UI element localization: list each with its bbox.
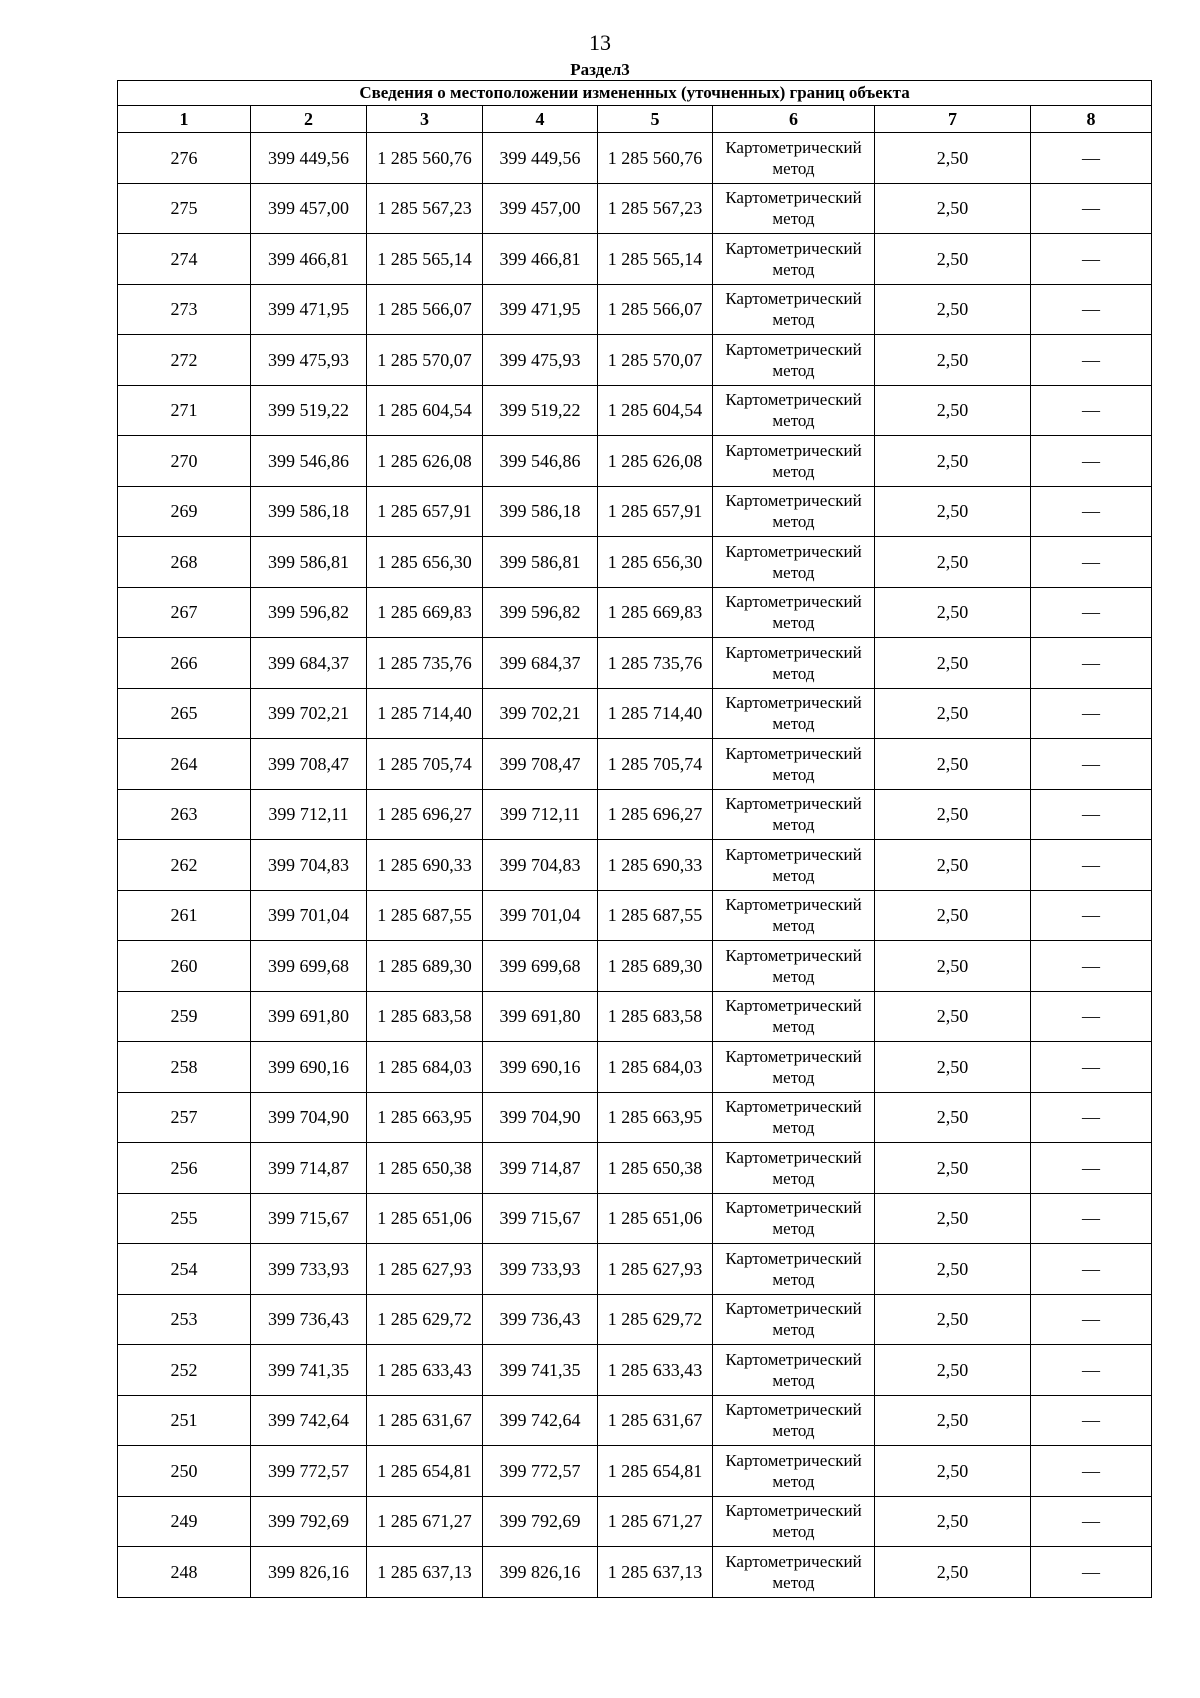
method-cell: Картометрический метод [713, 486, 875, 537]
y-coordinate-new-cell: 1 285 669,83 [598, 587, 713, 638]
point-number-cell: 268 [118, 537, 251, 588]
accuracy-cell: 2,50 [875, 1446, 1031, 1497]
y-coordinate-existing-cell: 1 285 663,95 [367, 1092, 483, 1143]
x-coordinate-new-cell: 399 519,22 [483, 385, 598, 436]
y-coordinate-new-cell: 1 285 735,76 [598, 638, 713, 689]
x-coordinate-new-cell: 399 701,04 [483, 890, 598, 941]
y-coordinate-existing-cell: 1 285 604,54 [367, 385, 483, 436]
method-cell: Картометрический метод [713, 1042, 875, 1093]
table-row [118, 991, 1152, 1042]
y-coordinate-new-cell: 1 285 687,55 [598, 890, 713, 941]
y-coordinate-existing-cell: 1 285 714,40 [367, 688, 483, 739]
y-coordinate-new-cell: 1 285 567,23 [598, 183, 713, 234]
method-cell: Картометрический метод [713, 1345, 875, 1396]
y-coordinate-existing-cell: 1 285 567,23 [367, 183, 483, 234]
note-cell: — [1031, 234, 1152, 285]
x-coordinate-existing-cell: 399 826,16 [251, 1547, 367, 1598]
accuracy-cell: 2,50 [875, 1092, 1031, 1143]
y-coordinate-new-cell: 1 285 696,27 [598, 789, 713, 840]
table-row [118, 284, 1152, 335]
y-coordinate-existing-cell: 1 285 696,27 [367, 789, 483, 840]
accuracy-cell: 2,50 [875, 385, 1031, 436]
y-coordinate-new-cell: 1 285 689,30 [598, 941, 713, 992]
accuracy-cell: 2,50 [875, 1244, 1031, 1295]
table-row [118, 133, 1152, 184]
point-number-cell: 251 [118, 1395, 251, 1446]
x-coordinate-existing-cell: 399 741,35 [251, 1345, 367, 1396]
x-coordinate-new-cell: 399 691,80 [483, 991, 598, 1042]
y-coordinate-existing-cell: 1 285 651,06 [367, 1193, 483, 1244]
note-cell: — [1031, 840, 1152, 891]
note-cell: — [1031, 1193, 1152, 1244]
y-coordinate-existing-cell: 1 285 671,27 [367, 1496, 483, 1547]
x-coordinate-new-cell: 399 449,56 [483, 133, 598, 184]
accuracy-cell: 2,50 [875, 991, 1031, 1042]
x-coordinate-existing-cell: 399 691,80 [251, 991, 367, 1042]
y-coordinate-existing-cell: 1 285 627,93 [367, 1244, 483, 1295]
y-coordinate-existing-cell: 1 285 657,91 [367, 486, 483, 537]
table-row [118, 1547, 1152, 1598]
x-coordinate-existing-cell: 399 733,93 [251, 1244, 367, 1295]
table-row [118, 1395, 1152, 1446]
table-row [118, 840, 1152, 891]
accuracy-cell: 2,50 [875, 183, 1031, 234]
method-cell: Картометрический метод [713, 1294, 875, 1345]
y-coordinate-new-cell: 1 285 657,91 [598, 486, 713, 537]
x-coordinate-existing-cell: 399 742,64 [251, 1395, 367, 1446]
table-row [118, 385, 1152, 436]
point-number-cell: 271 [118, 385, 251, 436]
table-row [118, 1193, 1152, 1244]
point-number-cell: 266 [118, 638, 251, 689]
point-number-cell: 269 [118, 486, 251, 537]
x-coordinate-existing-cell: 399 466,81 [251, 234, 367, 285]
x-coordinate-new-cell: 399 826,16 [483, 1547, 598, 1598]
method-cell: Картометрический метод [713, 1092, 875, 1143]
method-cell: Картометрический метод [713, 1496, 875, 1547]
column-header-7: 7 [875, 106, 1031, 133]
point-number-cell: 259 [118, 991, 251, 1042]
note-cell: — [1031, 537, 1152, 588]
method-cell: Картометрический метод [713, 284, 875, 335]
point-number-cell: 274 [118, 234, 251, 285]
column-header-6: 6 [713, 106, 875, 133]
accuracy-cell: 2,50 [875, 941, 1031, 992]
note-cell: — [1031, 1446, 1152, 1497]
x-coordinate-existing-cell: 399 449,56 [251, 133, 367, 184]
y-coordinate-existing-cell: 1 285 669,83 [367, 587, 483, 638]
method-cell: Картометрический метод [713, 991, 875, 1042]
accuracy-cell: 2,50 [875, 1496, 1031, 1547]
column-header-2: 2 [251, 106, 367, 133]
y-coordinate-new-cell: 1 285 629,72 [598, 1294, 713, 1345]
column-header-1: 1 [118, 106, 251, 133]
point-number-cell: 258 [118, 1042, 251, 1093]
x-coordinate-new-cell: 399 772,57 [483, 1446, 598, 1497]
table-row [118, 638, 1152, 689]
y-coordinate-existing-cell: 1 285 570,07 [367, 335, 483, 386]
note-cell: — [1031, 385, 1152, 436]
method-cell: Картометрический метод [713, 1244, 875, 1295]
boundary-coordinates-table [117, 80, 1152, 1598]
accuracy-cell: 2,50 [875, 587, 1031, 638]
method-cell: Картометрический метод [713, 688, 875, 739]
x-coordinate-new-cell: 399 704,90 [483, 1092, 598, 1143]
table-row [118, 436, 1152, 487]
accuracy-cell: 2,50 [875, 739, 1031, 790]
x-coordinate-existing-cell: 399 690,16 [251, 1042, 367, 1093]
note-cell: — [1031, 1294, 1152, 1345]
accuracy-cell: 2,50 [875, 1395, 1031, 1446]
y-coordinate-new-cell: 1 285 690,33 [598, 840, 713, 891]
y-coordinate-existing-cell: 1 285 637,13 [367, 1547, 483, 1598]
column-header-8: 8 [1031, 106, 1152, 133]
point-number-cell: 252 [118, 1345, 251, 1396]
accuracy-cell: 2,50 [875, 789, 1031, 840]
y-coordinate-existing-cell: 1 285 626,08 [367, 436, 483, 487]
table-row [118, 1294, 1152, 1345]
x-coordinate-new-cell: 399 733,93 [483, 1244, 598, 1295]
x-coordinate-existing-cell: 399 708,47 [251, 739, 367, 790]
column-header-5: 5 [598, 106, 713, 133]
table-row [118, 1345, 1152, 1396]
note-cell: — [1031, 1143, 1152, 1194]
y-coordinate-existing-cell: 1 285 633,43 [367, 1345, 483, 1396]
column-header-3: 3 [367, 106, 483, 133]
y-coordinate-existing-cell: 1 285 629,72 [367, 1294, 483, 1345]
x-coordinate-existing-cell: 399 702,21 [251, 688, 367, 739]
method-cell: Картометрический метод [713, 1446, 875, 1497]
method-cell: Картометрический метод [713, 840, 875, 891]
y-coordinate-new-cell: 1 285 650,38 [598, 1143, 713, 1194]
point-number-cell: 264 [118, 739, 251, 790]
point-number-cell: 249 [118, 1496, 251, 1547]
y-coordinate-existing-cell: 1 285 654,81 [367, 1446, 483, 1497]
note-cell: — [1031, 789, 1152, 840]
x-coordinate-new-cell: 399 736,43 [483, 1294, 598, 1345]
y-coordinate-existing-cell: 1 285 684,03 [367, 1042, 483, 1093]
x-coordinate-existing-cell: 399 699,68 [251, 941, 367, 992]
note-cell: — [1031, 284, 1152, 335]
x-coordinate-existing-cell: 399 457,00 [251, 183, 367, 234]
table-row [118, 183, 1152, 234]
table-row [118, 1244, 1152, 1295]
accuracy-cell: 2,50 [875, 1345, 1031, 1396]
note-cell: — [1031, 133, 1152, 184]
method-cell: Картометрический метод [713, 1143, 875, 1194]
note-cell: — [1031, 1547, 1152, 1598]
x-coordinate-new-cell: 399 466,81 [483, 234, 598, 285]
point-number-cell: 250 [118, 1446, 251, 1497]
x-coordinate-new-cell: 399 471,95 [483, 284, 598, 335]
accuracy-cell: 2,50 [875, 486, 1031, 537]
accuracy-cell: 2,50 [875, 840, 1031, 891]
y-coordinate-new-cell: 1 285 604,54 [598, 385, 713, 436]
y-coordinate-existing-cell: 1 285 631,67 [367, 1395, 483, 1446]
note-cell: — [1031, 638, 1152, 689]
y-coordinate-existing-cell: 1 285 690,33 [367, 840, 483, 891]
table-row [118, 739, 1152, 790]
point-number-cell: 275 [118, 183, 251, 234]
y-coordinate-new-cell: 1 285 671,27 [598, 1496, 713, 1547]
note-cell: — [1031, 1042, 1152, 1093]
method-cell: Картометрический метод [713, 739, 875, 790]
x-coordinate-existing-cell: 399 475,93 [251, 335, 367, 386]
point-number-cell: 265 [118, 688, 251, 739]
x-coordinate-new-cell: 399 742,64 [483, 1395, 598, 1446]
y-coordinate-new-cell: 1 285 654,81 [598, 1446, 713, 1497]
method-cell: Картометрический метод [713, 890, 875, 941]
y-coordinate-new-cell: 1 285 627,93 [598, 1244, 713, 1295]
table-row [118, 1042, 1152, 1093]
point-number-cell: 272 [118, 335, 251, 386]
note-cell: — [1031, 1496, 1152, 1547]
table-row [118, 234, 1152, 285]
accuracy-cell: 2,50 [875, 1193, 1031, 1244]
y-coordinate-new-cell: 1 285 705,74 [598, 739, 713, 790]
y-coordinate-new-cell: 1 285 683,58 [598, 991, 713, 1042]
y-coordinate-new-cell: 1 285 656,30 [598, 537, 713, 588]
x-coordinate-new-cell: 399 714,87 [483, 1143, 598, 1194]
point-number-cell: 261 [118, 890, 251, 941]
x-coordinate-new-cell: 399 546,86 [483, 436, 598, 487]
point-number-cell: 254 [118, 1244, 251, 1295]
method-cell: Картометрический метод [713, 1547, 875, 1598]
y-coordinate-new-cell: 1 285 663,95 [598, 1092, 713, 1143]
table-row [118, 587, 1152, 638]
x-coordinate-new-cell: 399 457,00 [483, 183, 598, 234]
table-row [118, 1143, 1152, 1194]
y-coordinate-new-cell: 1 285 570,07 [598, 335, 713, 386]
x-coordinate-existing-cell: 399 586,81 [251, 537, 367, 588]
y-coordinate-new-cell: 1 285 714,40 [598, 688, 713, 739]
y-coordinate-existing-cell: 1 285 689,30 [367, 941, 483, 992]
y-coordinate-new-cell: 1 285 560,76 [598, 133, 713, 184]
note-cell: — [1031, 1345, 1152, 1396]
column-header-4: 4 [483, 106, 598, 133]
note-cell: — [1031, 587, 1152, 638]
y-coordinate-existing-cell: 1 285 735,76 [367, 638, 483, 689]
note-cell: — [1031, 739, 1152, 790]
y-coordinate-existing-cell: 1 285 565,14 [367, 234, 483, 285]
method-cell: Картометрический метод [713, 133, 875, 184]
x-coordinate-existing-cell: 399 704,90 [251, 1092, 367, 1143]
note-cell: — [1031, 941, 1152, 992]
x-coordinate-existing-cell: 399 586,18 [251, 486, 367, 537]
table-row [118, 486, 1152, 537]
x-coordinate-existing-cell: 399 712,11 [251, 789, 367, 840]
y-coordinate-existing-cell: 1 285 705,74 [367, 739, 483, 790]
method-cell: Картометрический метод [713, 941, 875, 992]
x-coordinate-new-cell: 399 586,18 [483, 486, 598, 537]
table-row [118, 688, 1152, 739]
x-coordinate-new-cell: 399 708,47 [483, 739, 598, 790]
y-coordinate-new-cell: 1 285 631,67 [598, 1395, 713, 1446]
accuracy-cell: 2,50 [875, 335, 1031, 386]
method-cell: Картометрический метод [713, 587, 875, 638]
accuracy-cell: 2,50 [875, 1042, 1031, 1093]
x-coordinate-new-cell: 399 704,83 [483, 840, 598, 891]
method-cell: Картометрический метод [713, 183, 875, 234]
y-coordinate-new-cell: 1 285 626,08 [598, 436, 713, 487]
point-number-cell: 276 [118, 133, 251, 184]
y-coordinate-new-cell: 1 285 633,43 [598, 1345, 713, 1396]
table-row [118, 1496, 1152, 1547]
note-cell: — [1031, 688, 1152, 739]
accuracy-cell: 2,50 [875, 234, 1031, 285]
table-row [118, 890, 1152, 941]
method-cell: Картометрический метод [713, 537, 875, 588]
x-coordinate-existing-cell: 399 704,83 [251, 840, 367, 891]
section-title: Раздел3 [570, 60, 630, 79]
accuracy-cell: 2,50 [875, 1143, 1031, 1194]
x-coordinate-new-cell: 399 712,11 [483, 789, 598, 840]
method-cell: Картометрический метод [713, 638, 875, 689]
x-coordinate-existing-cell: 399 701,04 [251, 890, 367, 941]
x-coordinate-existing-cell: 399 714,87 [251, 1143, 367, 1194]
table-row [118, 1092, 1152, 1143]
accuracy-cell: 2,50 [875, 537, 1031, 588]
point-number-cell: 248 [118, 1547, 251, 1598]
method-cell: Картометрический метод [713, 385, 875, 436]
method-cell: Картометрический метод [713, 1193, 875, 1244]
y-coordinate-existing-cell: 1 285 656,30 [367, 537, 483, 588]
x-coordinate-existing-cell: 399 471,95 [251, 284, 367, 335]
y-coordinate-existing-cell: 1 285 560,76 [367, 133, 483, 184]
table-caption: Сведения о местоположении измененных (уточненных) границ объекта [118, 81, 1152, 106]
x-coordinate-new-cell: 399 702,21 [483, 688, 598, 739]
x-coordinate-new-cell: 399 690,16 [483, 1042, 598, 1093]
point-number-cell: 273 [118, 284, 251, 335]
x-coordinate-existing-cell: 399 596,82 [251, 587, 367, 638]
x-coordinate-new-cell: 399 684,37 [483, 638, 598, 689]
note-cell: — [1031, 486, 1152, 537]
y-coordinate-new-cell: 1 285 637,13 [598, 1547, 713, 1598]
table-row [118, 941, 1152, 992]
x-coordinate-existing-cell: 399 792,69 [251, 1496, 367, 1547]
x-coordinate-new-cell: 399 699,68 [483, 941, 598, 992]
x-coordinate-new-cell: 399 586,81 [483, 537, 598, 588]
y-coordinate-existing-cell: 1 285 683,58 [367, 991, 483, 1042]
note-cell: — [1031, 436, 1152, 487]
point-number-cell: 270 [118, 436, 251, 487]
x-coordinate-existing-cell: 399 772,57 [251, 1446, 367, 1497]
method-cell: Картометрический метод [713, 335, 875, 386]
note-cell: — [1031, 991, 1152, 1042]
accuracy-cell: 2,50 [875, 688, 1031, 739]
point-number-cell: 267 [118, 587, 251, 638]
note-cell: — [1031, 1092, 1152, 1143]
point-number-cell: 253 [118, 1294, 251, 1345]
point-number-cell: 256 [118, 1143, 251, 1194]
point-number-cell: 263 [118, 789, 251, 840]
x-coordinate-existing-cell: 399 684,37 [251, 638, 367, 689]
method-cell: Картометрический метод [713, 234, 875, 285]
note-cell: — [1031, 1395, 1152, 1446]
point-number-cell: 260 [118, 941, 251, 992]
table-row [118, 789, 1152, 840]
y-coordinate-new-cell: 1 285 565,14 [598, 234, 713, 285]
table-row [118, 1446, 1152, 1497]
x-coordinate-new-cell: 399 792,69 [483, 1496, 598, 1547]
x-coordinate-existing-cell: 399 736,43 [251, 1294, 367, 1345]
y-coordinate-new-cell: 1 285 566,07 [598, 284, 713, 335]
accuracy-cell: 2,50 [875, 1294, 1031, 1345]
x-coordinate-existing-cell: 399 715,67 [251, 1193, 367, 1244]
method-cell: Картометрический метод [713, 789, 875, 840]
accuracy-cell: 2,50 [875, 1547, 1031, 1598]
y-coordinate-new-cell: 1 285 651,06 [598, 1193, 713, 1244]
x-coordinate-new-cell: 399 715,67 [483, 1193, 598, 1244]
x-coordinate-existing-cell: 399 546,86 [251, 436, 367, 487]
accuracy-cell: 2,50 [875, 133, 1031, 184]
point-number-cell: 257 [118, 1092, 251, 1143]
page-number: 13 [589, 30, 611, 55]
accuracy-cell: 2,50 [875, 638, 1031, 689]
y-coordinate-existing-cell: 1 285 566,07 [367, 284, 483, 335]
point-number-cell: 255 [118, 1193, 251, 1244]
point-number-cell: 262 [118, 840, 251, 891]
accuracy-cell: 2,50 [875, 436, 1031, 487]
table-row [118, 335, 1152, 386]
y-coordinate-existing-cell: 1 285 650,38 [367, 1143, 483, 1194]
y-coordinate-existing-cell: 1 285 687,55 [367, 890, 483, 941]
x-coordinate-new-cell: 399 475,93 [483, 335, 598, 386]
x-coordinate-new-cell: 399 741,35 [483, 1345, 598, 1396]
x-coordinate-new-cell: 399 596,82 [483, 587, 598, 638]
accuracy-cell: 2,50 [875, 890, 1031, 941]
note-cell: — [1031, 890, 1152, 941]
method-cell: Картометрический метод [713, 1395, 875, 1446]
method-cell: Картометрический метод [713, 436, 875, 487]
y-coordinate-new-cell: 1 285 684,03 [598, 1042, 713, 1093]
table-row [118, 537, 1152, 588]
accuracy-cell: 2,50 [875, 284, 1031, 335]
note-cell: — [1031, 1244, 1152, 1295]
note-cell: — [1031, 183, 1152, 234]
note-cell: — [1031, 335, 1152, 386]
x-coordinate-existing-cell: 399 519,22 [251, 385, 367, 436]
